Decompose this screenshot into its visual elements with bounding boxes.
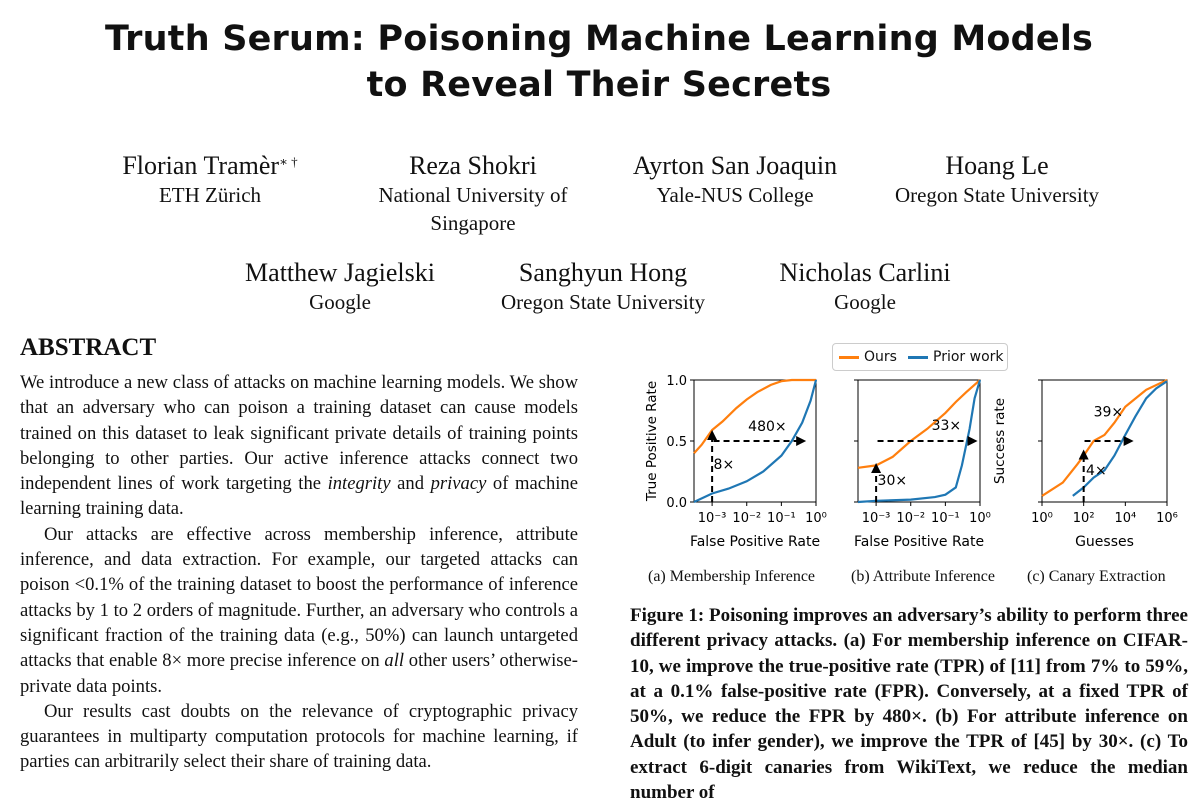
- annotation-label: 8×: [713, 457, 735, 474]
- author-affiliation: Google: [834, 290, 896, 314]
- annotation-arrowhead: [796, 436, 806, 446]
- y-tick-label: 0.5: [666, 435, 687, 450]
- author-block-1: [90, 151, 330, 209]
- text-span: Our attacks are effective across membership inference, attribute inference, and data extraction. For example, our targeted attacks can poison <0.1% of the training dataset to boost the performance of inference attacks by 1 to 2 orders of magnitude. Further, an adversary who controls a significant fraction of the training data (e.g., 50%) can launch untargeted attacks that enable 8× more precise inference on: [20, 523, 578, 672]
- emphasis: privacy: [430, 473, 487, 495]
- x-tick-label: 10⁶: [1156, 511, 1178, 526]
- abstract-heading: ABSTRACT: [20, 334, 157, 361]
- text-span: and: [390, 473, 431, 495]
- series-line-ours: [858, 380, 980, 468]
- annotation-label: 480×: [748, 419, 787, 436]
- x-tick-label: 10⁻³: [861, 511, 891, 526]
- figure-caption: Figure 1: Poisoning improves an adversary’s ability to perform three different privacy attacks. (a) For membership inference on CIFAR-10, we improve the true-positive rate (TPR) of [11] from 7% to 59%, at a 0.1% false-positive rate (FPR). Conversely, at a fixed TPR of 50%, we reduce the FPR by 480×. (b) For attribute inference on Adult (to infer gender), we improve the TPR of [45] by 30×. (c) To extract 6-digit canaries from WikiText, we reduce the median number of: [630, 605, 1188, 804]
- text-span: of machine learning training data.: [20, 473, 578, 520]
- author-affiliation: ETH Zürich: [158, 183, 262, 207]
- y-tick-label: 1.0: [666, 374, 687, 389]
- abstract-paragraph-1: [20, 370, 578, 522]
- author-block-5: [220, 258, 460, 316]
- author-block-2: [358, 151, 588, 237]
- x-tick-label: 10⁰: [969, 511, 991, 526]
- text-span: We introduce a new class of attacks on machine learning models. We show that an adversary who can poison a training dataset can cause models trained on this dataset to leak significant private details of training points belonging to other parties. Our active inference attacks connect two independent lines of work targeting the: [20, 372, 578, 495]
- x-axis-label: Guesses: [1075, 534, 1134, 550]
- author-affiliation: National University of Singapore: [378, 183, 568, 235]
- emphasis: all: [384, 650, 405, 672]
- y-axis-label: True Positive Rate: [644, 380, 660, 502]
- author-affiliation: Google: [309, 290, 371, 314]
- annotation-label: 4×: [1086, 463, 1107, 480]
- subcaption-b: (b) Attribute Inference: [851, 568, 995, 585]
- author-block-3: [605, 151, 865, 209]
- subcaption-c: (c) Canary Extraction: [1027, 568, 1166, 585]
- abstract-paragraph-2: [20, 522, 578, 699]
- annotation-label: 33×: [931, 418, 962, 435]
- legend-swatch: [908, 356, 928, 359]
- x-tick-label: 10⁻²: [732, 511, 762, 526]
- annotation-label: 30×: [877, 472, 908, 489]
- author-marks: ∗ †: [279, 154, 298, 169]
- emphasis: integrity: [327, 473, 391, 495]
- title-line-1: Truth Serum: Poisoning Machine Learning Models: [104, 19, 1094, 59]
- legend-label: Ours: [864, 349, 897, 365]
- author-name: Hoang Le: [945, 151, 1049, 180]
- author-name: Florian Tramèr: [122, 151, 280, 180]
- legend-item-prior: [908, 349, 1004, 365]
- annotation-label: 39×: [1093, 404, 1124, 421]
- x-axis-label: False Positive Rate: [689, 534, 821, 550]
- abstract-paragraph-3: Our results cast doubts on the relevance of cryptographic privacy guarantees in multiparty computation protocols for machine learning, if parties can arbitrarily select their share of training data.: [20, 700, 578, 773]
- author-name: Nicholas Carlini: [779, 258, 951, 287]
- author-block-7: [745, 258, 985, 316]
- legend-swatch: [839, 356, 859, 359]
- y-tick-label: 0.0: [666, 496, 687, 511]
- author-affiliation: Oregon State University: [500, 290, 706, 314]
- x-tick-label: 10⁻³: [697, 511, 727, 526]
- annotation-arrowhead: [968, 436, 978, 446]
- legend-label: Prior work: [933, 349, 1004, 365]
- x-tick-label: 10⁻²: [896, 511, 926, 526]
- text-span: other users’ otherwise-private data points.: [20, 650, 578, 697]
- author-name: Reza Shokri: [409, 151, 537, 180]
- chart-legend: [832, 343, 1008, 371]
- author-block-6: [473, 258, 733, 316]
- author-name: Ayrton San Joaquin: [632, 151, 838, 180]
- author-block-4: [872, 151, 1122, 209]
- author-affiliation: Yale-NUS College: [656, 183, 814, 207]
- x-tick-label: 10⁻¹: [931, 511, 960, 526]
- subcaption-a: (a) Membership Inference: [648, 568, 816, 585]
- title-line-2: to Reveal Their Secrets: [366, 65, 832, 105]
- figure-charts: [628, 370, 1198, 570]
- y-axis-label: Success rate: [992, 397, 1008, 485]
- author-name: Matthew Jagielski: [245, 258, 435, 287]
- x-tick-label: 10⁴: [1114, 511, 1137, 526]
- x-tick-label: 10⁰: [805, 511, 827, 526]
- x-tick-label: 10⁻¹: [767, 511, 796, 526]
- x-tick-label: 10²: [1072, 511, 1095, 526]
- author-affiliation: Oregon State University: [894, 183, 1100, 207]
- annotation-arrowhead: [1124, 436, 1134, 446]
- legend-item-ours: [839, 349, 897, 365]
- x-axis-label: False Positive Rate: [853, 534, 985, 550]
- x-tick-label: 10⁰: [1031, 511, 1053, 526]
- paper-title: [0, 16, 1198, 108]
- abstract-body: [20, 370, 578, 775]
- author-name: Sanghyun Hong: [518, 258, 688, 287]
